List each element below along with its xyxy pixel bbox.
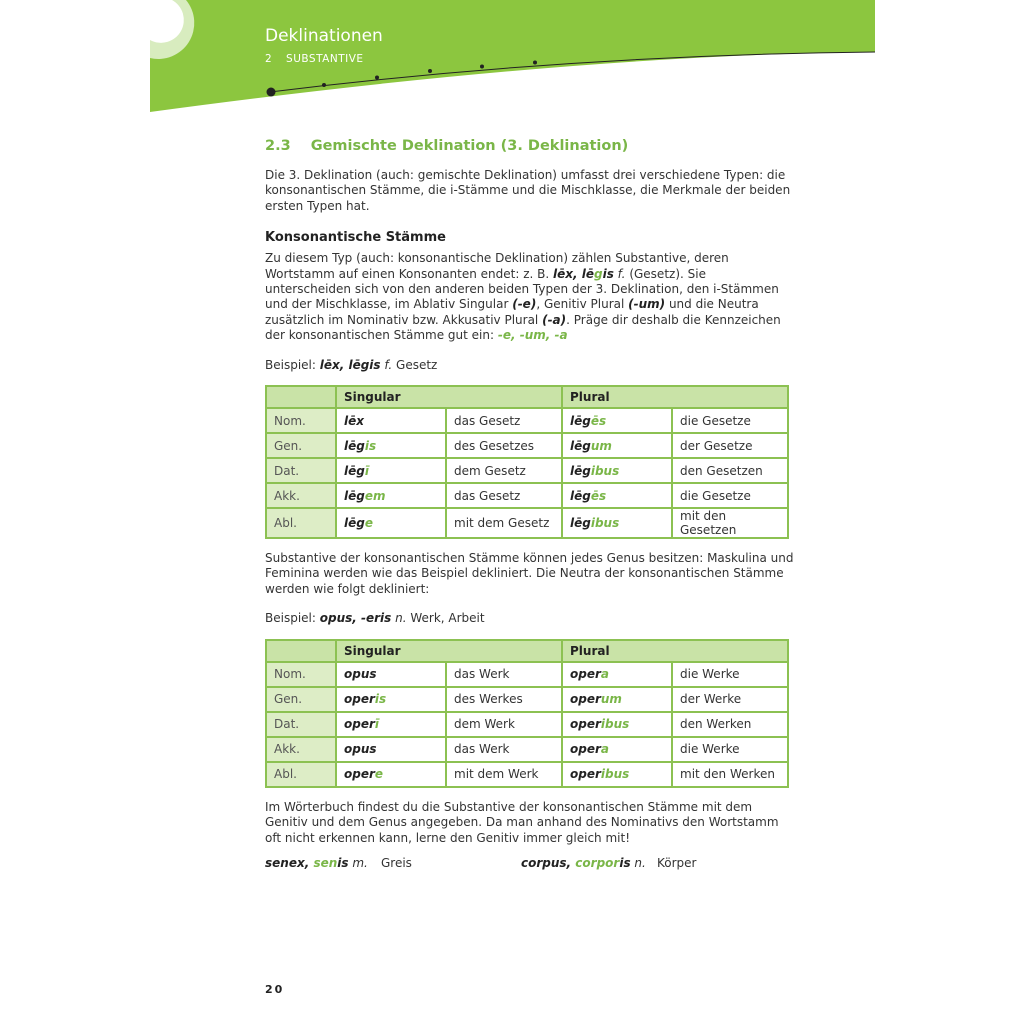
plural-form: lēgibus xyxy=(562,508,672,538)
singular-form: opere xyxy=(336,762,446,787)
header-plural: Plural xyxy=(562,640,788,662)
dict-entry-1: senex, senis m. xyxy=(265,855,368,870)
singular-form: lēge xyxy=(336,508,446,538)
case-label: Akk. xyxy=(266,483,336,508)
plural-form: opera xyxy=(562,737,672,762)
plural-translation: der Gesetze xyxy=(672,433,788,458)
plural-translation: mit den Werken xyxy=(672,762,788,787)
intro-paragraph: Die 3. Deklination (auch: gemischte Deklination) umfasst drei verschiedene Typen: die konsonantischen Stämme, die i-Stämme und die Mischklasse, die Merkmale der beiden ersten Typen hat. xyxy=(265,168,791,213)
header-plural: Plural xyxy=(562,386,788,408)
singular-form: lēx xyxy=(336,408,446,433)
chapter-subtitle xyxy=(265,53,374,65)
case-label: Nom. xyxy=(266,408,336,433)
example-1: Beispiel: lēx, lēgis f. Gesetz xyxy=(265,357,438,372)
singular-form: lēgem xyxy=(336,483,446,508)
table-row xyxy=(266,737,788,762)
paragraph-1: Zu diesem Typ (auch: konsonantische Deklination) zählen Substantive, deren Wortstamm auf einen Konsonanten endet: z. B. lēx, lēgis f. (Gesetz). Sie unterscheiden sich von den anderen beiden Typen der 3. Deklination, den i-Stämmen und der Mischklasse, im Ablativ Singular (-e), Genitiv Plural (-um) und die Neutra zusätzlich im Nominativ bzw. Akkusativ Plural (-a). Präge dir deshalb die Kennzeichen der konsonantischen Stämme gut ein: -e, -um, -a xyxy=(265,251,781,343)
section-heading xyxy=(265,138,795,154)
table-row xyxy=(266,458,788,483)
declension-table-lex xyxy=(265,385,789,539)
plural-translation: die Werke xyxy=(672,737,788,762)
plural-form: lēgum xyxy=(562,433,672,458)
plural-form: lēgibus xyxy=(562,458,672,483)
section-number: 2.3 xyxy=(265,138,291,154)
subheading: Konsonantische Stämme xyxy=(265,230,446,246)
table-row xyxy=(266,433,788,458)
case-label: Nom. xyxy=(266,662,336,687)
paragraph-2: Substantive der konsonantischen Stämme können jedes Genus besitzen: Maskulina und Feminina werden wie das Beispiel dekliniert. Die Neutra der konsonantischen Stämme werden wie folgt dekliniert: xyxy=(265,551,794,596)
dict-meaning-2: Körper xyxy=(657,855,697,870)
singular-form: lēgī xyxy=(336,458,446,483)
plural-translation: der Werke xyxy=(672,687,788,712)
singular-translation: dem Werk xyxy=(446,712,562,737)
table-row xyxy=(266,662,788,687)
singular-form: operis xyxy=(336,687,446,712)
plural-form: lēgēs xyxy=(562,408,672,433)
paragraph-3: Im Wörterbuch findest du die Substantive der konsonantischen Stämme mit dem Genitiv und dem Genus angegeben. Da man anhand des Nominativs den Wortstamm oft nicht erkennen kann, lerne den Genitiv immer gleich mit! xyxy=(265,799,779,845)
declension-table-opus xyxy=(265,639,789,788)
plural-form: opera xyxy=(562,662,672,687)
table-row xyxy=(266,712,788,737)
plural-translation: die Gesetze xyxy=(672,483,788,508)
table-row xyxy=(266,762,788,787)
book-page xyxy=(150,0,875,1024)
plural-translation: die Werke xyxy=(672,662,788,687)
plural-translation: den Gesetzen xyxy=(672,458,788,483)
singular-form: opus xyxy=(336,737,446,762)
singular-translation: des Werkes xyxy=(446,687,562,712)
table-row xyxy=(266,483,788,508)
case-label: Abl. xyxy=(266,762,336,787)
plural-form: lēgēs xyxy=(562,483,672,508)
page-content xyxy=(265,138,795,870)
dict-meaning-1: Greis xyxy=(381,855,412,870)
case-label: Akk. xyxy=(266,737,336,762)
singular-translation: das Werk xyxy=(446,662,562,687)
plural-translation: die Gesetze xyxy=(672,408,788,433)
example-2: Beispiel: opus, -eris n. Werk, Arbeit xyxy=(265,611,485,626)
page-number: 20 xyxy=(265,983,285,996)
chapter-label: SUBSTANTIVE xyxy=(286,53,364,65)
plural-translation: den Werken xyxy=(672,712,788,737)
case-label: Dat. xyxy=(266,458,336,483)
header-singular: Singular xyxy=(336,386,562,408)
case-label: Gen. xyxy=(266,433,336,458)
section-title: Gemischte Deklination (3. Deklination) xyxy=(310,138,629,154)
singular-translation: das Gesetz xyxy=(446,483,562,508)
singular-translation: mit dem Werk xyxy=(446,762,562,787)
plural-form: operum xyxy=(562,687,672,712)
case-label: Gen. xyxy=(266,687,336,712)
singular-form: opus xyxy=(336,662,446,687)
singular-translation: das Gesetz xyxy=(446,408,562,433)
table-row xyxy=(266,408,788,433)
case-label: Abl. xyxy=(266,508,336,538)
dictionary-examples xyxy=(265,856,795,870)
singular-form: operī xyxy=(336,712,446,737)
singular-form: lēgis xyxy=(336,433,446,458)
singular-translation: dem Gesetz xyxy=(446,458,562,483)
singular-translation: des Gesetzes xyxy=(446,433,562,458)
table-row xyxy=(266,687,788,712)
dict-entry-2: corpus, corporis n. xyxy=(521,855,646,870)
chapter-header xyxy=(150,0,875,115)
plural-form: operibus xyxy=(562,762,672,787)
table-row xyxy=(266,508,788,538)
plural-form: operibus xyxy=(562,712,672,737)
header-banner xyxy=(150,0,875,115)
header-singular: Singular xyxy=(336,640,562,662)
plural-translation: mit den Gesetzen xyxy=(672,508,788,538)
singular-translation: das Werk xyxy=(446,737,562,762)
case-label: Dat. xyxy=(266,712,336,737)
singular-translation: mit dem Gesetz xyxy=(446,508,562,538)
chapter-title: Deklinationen xyxy=(265,26,383,46)
chapter-number: 2 xyxy=(265,53,273,65)
